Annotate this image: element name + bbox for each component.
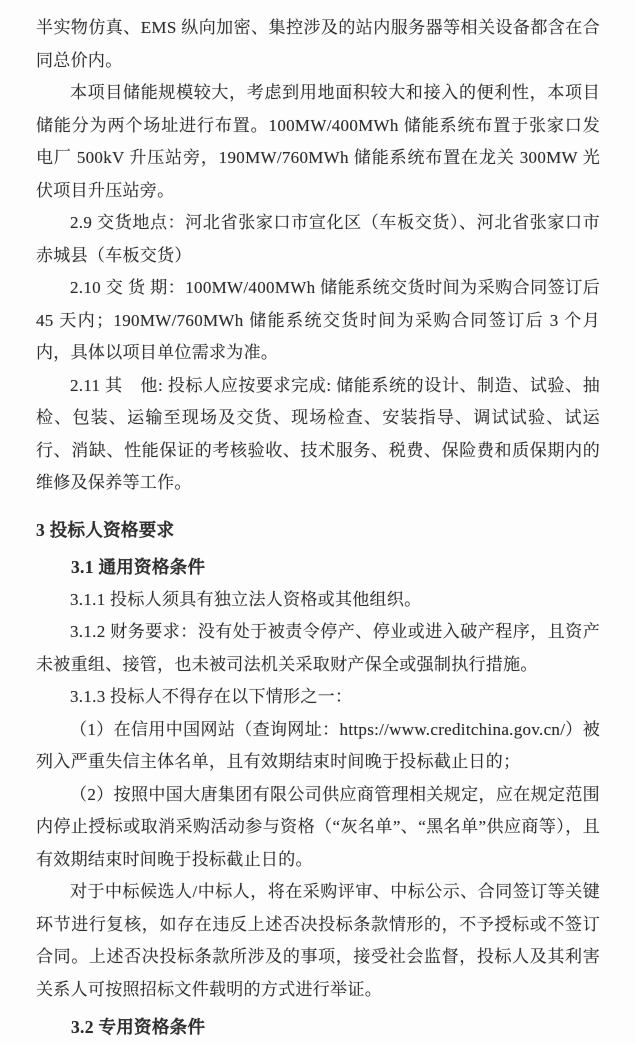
paragraph-item-1-creditchina: （1）在信用中国网站（查询网址：https://www.creditchina.gov.cn/）被列入严重失信主体名单，且有效期结束时间晚于投标截止日的； (36, 719, 600, 771)
paragraph-2-9-delivery-location: 2.9 交货地点：河北省张家口市宣化区（车板交货）、河北省张家口市赤城县（车板交货） (36, 213, 600, 265)
heading-3-1-general-qualifications: 3.1 通用资格条件 (71, 557, 206, 577)
paragraph-3-1-2-financial-requirement: 3.1.2 财务要求：没有处于被责令停产、停业或进入破产程序，且资产未被重组、接管，也未被司法机关采取财产保全或强制执行措施。 (36, 622, 600, 674)
heading-3-bidder-qualifications: 3 投标人资格要求 (36, 519, 175, 540)
paragraph-3-1-1-legal-entity: 3.1.1 投标人须具有独立法人资格或其他组织。 (70, 589, 422, 609)
paragraph-item-2-datang-supplier-rule: （2）按照中国大唐集团有限公司供应商管理相关规定，应在规定范围内停止授标或取消采购活动参与资格（“灰名单”、“黑名单”供应商等），且有效期结束时间晚于投标截止日的。 (36, 784, 600, 869)
heading-3-2-special-qualifications: 3.2 专用资格条件 (71, 1017, 206, 1037)
paragraph-contract-scope-continuation: 半实物仿真、EMS 纵向加密、集控涉及的站内服务器等相关设备都含在合同总价内。 (36, 18, 600, 70)
paragraph-winner-review: 对于中标候选人/中标人，将在采购评审、中标公示、合同签订等关键环节进行复核，如存在违反上述否决投标条款情形的，不予授标或不签订合同。上述否决投标条款所涉及的事项，接受社会监督，投标人及其利害关系人可按照招标文件载明的方式进行举证。 (36, 882, 600, 999)
paragraph-storage-layout: 本项目储能规模较大，考虑到用地面积较大和接入的便利性，本项目储能分为两个场址进行布置。100MW/400MWh 储能系统布置于张家口发电厂 500kV 升压站旁，190MW/760MWh 储能系统布置在龙关 300MW 光伏项目升压站旁。 (36, 83, 600, 200)
paragraph-2-11-other: 2.11 其 他: 投标人应按要求完成: 储能系统的设计、制造、试验、抽检、包装、运输至现场及交货、现场检查、安装指导、调试试验、试运行、消缺、性能保证的考核验收、技术服务、税费、保险费和质保期内的维修及保养等工作。 (36, 375, 600, 492)
paragraph-2-10-delivery-period: 2.10 交 货 期：100MW/400MWh 储能系统交货时间为采购合同签订后 45 天内；190MW/760MWh 储能系统交货时间为采购合同签订后 3 个月内，具体以项目单位需求为准。 (36, 278, 600, 362)
paragraph-3-1-3-prohibited-situations: 3.1.3 投标人不得存在以下情形之一： (70, 687, 353, 706)
